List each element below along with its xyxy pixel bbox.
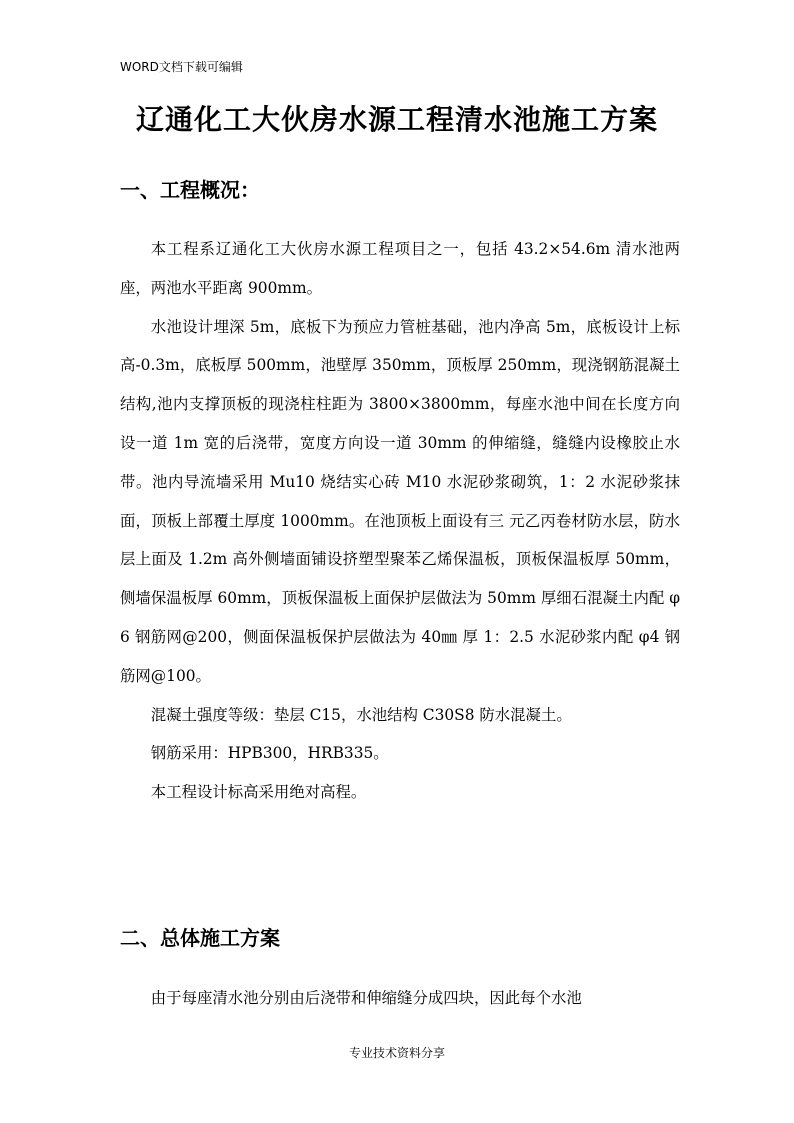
paragraph-scope: 本工程系辽通化工大伙房水源工程项目之一，包括 43.2×54.6m 清水池两座，两池水平距离 900mm。 — [120, 240, 680, 297]
paragraph-concrete-grade: 混凝土强度等级：垫层 C15，水池结构 C30S8 防水混凝土。 — [150, 705, 572, 724]
paragraph-elevation: 本工程设计标高采用绝对高程。 — [150, 783, 367, 802]
header-note: WORD文档下载可编辑 — [120, 60, 243, 74]
paragraph-rebar: 钢筋采用：HPB300，HRB335。 — [150, 744, 389, 763]
section-overview-body — [120, 230, 680, 812]
section-plan-body — [120, 979, 680, 1018]
section-heading-construction-plan: 二、总体施工方案 — [120, 926, 280, 950]
paragraph-design: 水池设计埋深 5m，底板下为预应力管桩基础，池内净高 5m，底板设计上标高-0.3m，底板厚 500mm，池壁厚 350mm，顶板厚 250mm，现浇钢筋混凝土结构,池内支撑顶板的现浇柱柱距为 3800×3800mm，每座水池中间在长度方向设一道 1m 宽的后浇带，宽度方向设一道 30mm 的伸缩缝，缝缝内设橡胶止水带。池内导流墙采用 Mu10 烧结实心砖 M10 水泥砂浆砌筑，1：2 水泥砂浆抹面，顶板上部覆土厚度 1000mm。在池顶板上面设有三 元乙丙卷材防水层，防水层上面及 1.2m 高外侧墙面铺设挤塑型聚苯乙烯保温板，顶板保温板厚 50mm，侧墙保温板厚 60mm，顶板保温板上面保护层做法为 50mm 厚细石混凝土内配 φ6 钢筋网@200，侧面保温板保护层做法为 40㎜ 厚 1：2.5 水泥砂浆内配 φ4 钢筋网@100。 — [120, 317, 680, 685]
footer-note: 专业技术资料分享 — [348, 1046, 445, 1060]
section-heading-overview: 一、工程概况： — [120, 178, 260, 202]
document-title: 辽通化工大伙房水源工程清水池施工方案 — [135, 103, 658, 136]
paragraph-plan-intro: 由于每座清水池分别由后浇带和伸缩缝分成四块，因此每个水池 — [150, 989, 582, 1007]
